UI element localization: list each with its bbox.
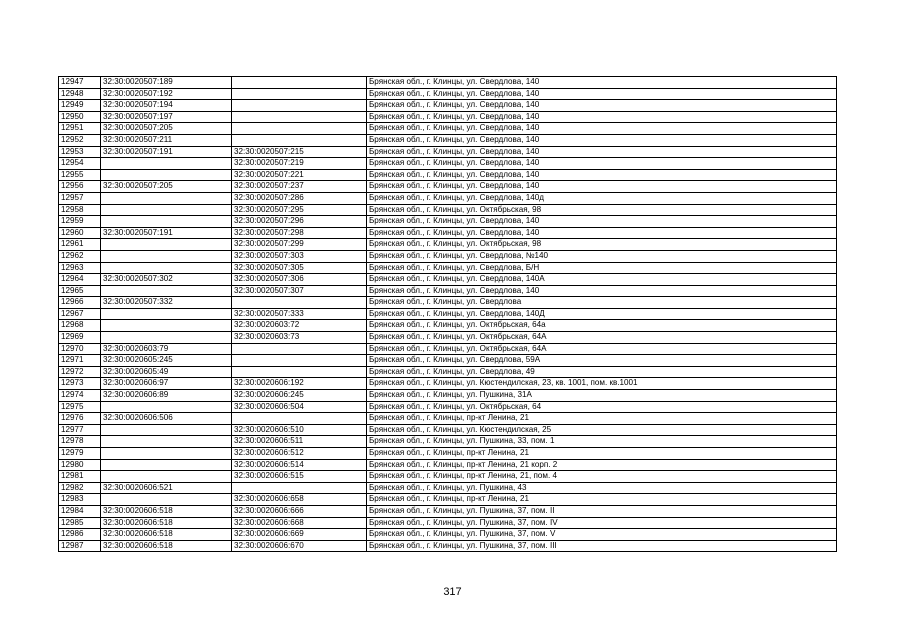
row-number-cell: 12959 — [59, 216, 101, 228]
address-cell: Брянская обл., г. Клинцы, пр-кт Ленина, 21, пом. 4 — [367, 471, 837, 483]
row-number-cell: 12951 — [59, 123, 101, 135]
row-number-cell: 12950 — [59, 111, 101, 123]
property-register-table — [58, 76, 837, 552]
table-row — [59, 355, 837, 367]
row-number-cell: 12968 — [59, 320, 101, 332]
address-cell: Брянская обл., г. Клинцы, ул. Свердлова, 140д — [367, 192, 837, 204]
cadastral-number-cell: 32:30:0020507:192 — [101, 88, 232, 100]
object-cadastral-number-cell: 32:30:0020507:298 — [232, 227, 367, 239]
address-cell: Брянская обл., г. Клинцы, ул. Пушкина, 43 — [367, 482, 837, 494]
row-number-cell: 12963 — [59, 262, 101, 274]
object-cadastral-number-cell — [232, 123, 367, 135]
address-cell: Брянская обл., г. Клинцы, ул. Кюстендилская, 23, кв. 1001, пом. кв.1001 — [367, 378, 837, 390]
object-cadastral-number-cell: 32:30:0020603:73 — [232, 332, 367, 344]
table-row — [59, 77, 837, 89]
row-number-cell: 12947 — [59, 77, 101, 89]
cadastral-number-cell: 32:30:0020606:518 — [101, 529, 232, 541]
row-number-cell: 12958 — [59, 204, 101, 216]
object-cadastral-number-cell: 32:30:0020606:512 — [232, 448, 367, 460]
row-number-cell: 12969 — [59, 332, 101, 344]
row-number-cell: 12964 — [59, 274, 101, 286]
address-cell: Брянская обл., г. Клинцы, ул. Пушкина, 37, пом. IV — [367, 517, 837, 529]
object-cadastral-number-cell: 32:30:0020606:511 — [232, 436, 367, 448]
cadastral-number-cell — [101, 471, 232, 483]
row-number-cell: 12948 — [59, 88, 101, 100]
cadastral-number-cell — [101, 239, 232, 251]
row-number-cell: 12981 — [59, 471, 101, 483]
table-row — [59, 146, 837, 158]
table-row — [59, 204, 837, 216]
object-cadastral-number-cell — [232, 297, 367, 309]
table-row — [59, 181, 837, 193]
object-cadastral-number-cell: 32:30:0020507:299 — [232, 239, 367, 251]
cadastral-number-cell: 32:30:0020507:191 — [101, 146, 232, 158]
address-cell: Брянская обл., г. Клинцы, ул. Пушкина, 37, пом. III — [367, 540, 837, 552]
table-row — [59, 424, 837, 436]
object-cadastral-number-cell: 32:30:0020507:295 — [232, 204, 367, 216]
cadastral-number-cell — [101, 424, 232, 436]
address-cell: Брянская обл., г. Клинцы, ул. Октябрьская, 64А — [367, 332, 837, 344]
table-row — [59, 169, 837, 181]
address-cell: Брянская обл., г. Клинцы, ул. Свердлова, 140 — [367, 227, 837, 239]
object-cadastral-number-cell: 32:30:0020507:221 — [232, 169, 367, 181]
object-cadastral-number-cell — [232, 355, 367, 367]
object-cadastral-number-cell — [232, 413, 367, 425]
table-row — [59, 192, 837, 204]
table-row — [59, 401, 837, 413]
address-cell: Брянская обл., г. Клинцы, ул. Свердлова, 140 — [367, 285, 837, 297]
table-row — [59, 540, 837, 552]
row-number-cell: 12985 — [59, 517, 101, 529]
table-row — [59, 413, 837, 425]
address-cell: Брянская обл., г. Клинцы, ул. Октябрьская, 64А — [367, 343, 837, 355]
table-row — [59, 529, 837, 541]
table-row — [59, 239, 837, 251]
row-number-cell: 12987 — [59, 540, 101, 552]
table-row — [59, 158, 837, 170]
object-cadastral-number-cell: 32:30:0020606:245 — [232, 390, 367, 402]
cadastral-number-cell: 32:30:0020606:506 — [101, 413, 232, 425]
address-cell: Брянская обл., г. Клинцы, ул. Пушкина, 33, пом. 1 — [367, 436, 837, 448]
object-cadastral-number-cell: 32:30:0020606:668 — [232, 517, 367, 529]
row-number-cell: 12978 — [59, 436, 101, 448]
object-cadastral-number-cell — [232, 134, 367, 146]
object-cadastral-number-cell: 32:30:0020507:296 — [232, 216, 367, 228]
address-cell: Брянская обл., г. Клинцы, ул. Пушкина, 37, пом. II — [367, 505, 837, 517]
table-row — [59, 88, 837, 100]
table-row — [59, 285, 837, 297]
cadastral-number-cell — [101, 459, 232, 471]
row-number-cell: 12957 — [59, 192, 101, 204]
address-cell: Брянская обл., г. Клинцы, ул. Кюстендилская, 25 — [367, 424, 837, 436]
object-cadastral-number-cell: 32:30:0020507:306 — [232, 274, 367, 286]
cadastral-number-cell: 32:30:0020507:211 — [101, 134, 232, 146]
table-row — [59, 320, 837, 332]
row-number-cell: 12980 — [59, 459, 101, 471]
address-cell: Брянская обл., г. Клинцы, ул. Свердлова, 140А — [367, 274, 837, 286]
row-number-cell: 12970 — [59, 343, 101, 355]
object-cadastral-number-cell: 32:30:0020507:286 — [232, 192, 367, 204]
object-cadastral-number-cell: 32:30:0020606:514 — [232, 459, 367, 471]
object-cadastral-number-cell: 32:30:0020606:510 — [232, 424, 367, 436]
object-cadastral-number-cell: 32:30:0020606:504 — [232, 401, 367, 413]
object-cadastral-number-cell — [232, 100, 367, 112]
row-number-cell: 12982 — [59, 482, 101, 494]
object-cadastral-number-cell: 32:30:0020606:515 — [232, 471, 367, 483]
row-number-cell: 12949 — [59, 100, 101, 112]
cadastral-number-cell — [101, 308, 232, 320]
address-cell: Брянская обл., г. Клинцы, ул. Свердлова, 140 — [367, 158, 837, 170]
table-row — [59, 262, 837, 274]
row-number-cell: 12976 — [59, 413, 101, 425]
cadastral-number-cell — [101, 494, 232, 506]
cadastral-number-cell — [101, 320, 232, 332]
address-cell: Брянская обл., г. Клинцы, ул. Свердлова, 140 — [367, 134, 837, 146]
object-cadastral-number-cell: 32:30:0020603:72 — [232, 320, 367, 332]
cadastral-number-cell: 32:30:0020606:89 — [101, 390, 232, 402]
address-cell: Брянская обл., г. Клинцы, пр-кт Ленина, 21 — [367, 494, 837, 506]
table-row — [59, 482, 837, 494]
table-row — [59, 216, 837, 228]
address-cell: Брянская обл., г. Клинцы, ул. Свердлова — [367, 297, 837, 309]
cadastral-number-cell — [101, 436, 232, 448]
address-cell: Брянская обл., г. Клинцы, ул. Октябрьская, 64а — [367, 320, 837, 332]
address-cell: Брянская обл., г. Клинцы, ул. Пушкина, 37, пом. V — [367, 529, 837, 541]
address-cell: Брянская обл., г. Клинцы, ул. Октябрьская, 98 — [367, 239, 837, 251]
cadastral-number-cell: 32:30:0020606:518 — [101, 517, 232, 529]
row-number-cell: 12956 — [59, 181, 101, 193]
cadastral-number-cell: 32:30:0020507:205 — [101, 123, 232, 135]
address-cell: Брянская обл., г. Клинцы, ул. Свердлова, 140 — [367, 169, 837, 181]
address-cell: Брянская обл., г. Клинцы, ул. Октябрьская, 98 — [367, 204, 837, 216]
row-number-cell: 12974 — [59, 390, 101, 402]
row-number-cell: 12971 — [59, 355, 101, 367]
cadastral-number-cell — [101, 204, 232, 216]
address-cell: Брянская обл., г. Клинцы, ул. Свердлова, №140 — [367, 250, 837, 262]
table-body — [59, 77, 837, 552]
cadastral-number-cell — [101, 332, 232, 344]
cadastral-number-cell: 32:30:0020507:197 — [101, 111, 232, 123]
table-row — [59, 100, 837, 112]
object-cadastral-number-cell: 32:30:0020507:305 — [232, 262, 367, 274]
table-row — [59, 459, 837, 471]
cadastral-number-cell: 32:30:0020507:191 — [101, 227, 232, 239]
table-row — [59, 471, 837, 483]
cadastral-number-cell — [101, 192, 232, 204]
cadastral-number-cell — [101, 262, 232, 274]
table-row — [59, 123, 837, 135]
address-cell: Брянская обл., г. Клинцы, ул. Пушкина, 31А — [367, 390, 837, 402]
table-row — [59, 390, 837, 402]
row-number-cell: 12962 — [59, 250, 101, 262]
table-row — [59, 378, 837, 390]
address-cell: Брянская обл., г. Клинцы, ул. Свердлова, 140 — [367, 216, 837, 228]
cadastral-number-cell — [101, 401, 232, 413]
address-cell: Брянская обл., г. Клинцы, пр-кт Ленина, 21 — [367, 448, 837, 460]
table-row — [59, 436, 837, 448]
cadastral-number-cell — [101, 250, 232, 262]
table-row — [59, 517, 837, 529]
object-cadastral-number-cell — [232, 343, 367, 355]
row-number-cell: 12979 — [59, 448, 101, 460]
table-row — [59, 297, 837, 309]
object-cadastral-number-cell: 32:30:0020606:192 — [232, 378, 367, 390]
row-number-cell: 12986 — [59, 529, 101, 541]
cadastral-number-cell: 32:30:0020603:79 — [101, 343, 232, 355]
row-number-cell: 12952 — [59, 134, 101, 146]
cadastral-number-cell: 32:30:0020606:97 — [101, 378, 232, 390]
object-cadastral-number-cell: 32:30:0020606:666 — [232, 505, 367, 517]
object-cadastral-number-cell: 32:30:0020606:670 — [232, 540, 367, 552]
table-row — [59, 134, 837, 146]
cadastral-number-cell: 32:30:0020507:189 — [101, 77, 232, 89]
table-row — [59, 227, 837, 239]
address-cell: Брянская обл., г. Клинцы, ул. Свердлова, 140 — [367, 146, 837, 158]
address-cell: Брянская обл., г. Клинцы, ул. Свердлова, 140 — [367, 181, 837, 193]
cadastral-number-cell — [101, 169, 232, 181]
address-cell: Брянская обл., г. Клинцы, ул. Свердлова, 49 — [367, 366, 837, 378]
object-cadastral-number-cell: 32:30:0020606:669 — [232, 529, 367, 541]
page-number: 317 — [443, 586, 462, 598]
table-row — [59, 505, 837, 517]
row-number-cell: 12961 — [59, 239, 101, 251]
row-number-cell: 12973 — [59, 378, 101, 390]
object-cadastral-number-cell — [232, 88, 367, 100]
address-cell: Брянская обл., г. Клинцы, пр-кт Ленина, 21 — [367, 413, 837, 425]
object-cadastral-number-cell: 32:30:0020606:658 — [232, 494, 367, 506]
address-cell: Брянская обл., г. Клинцы, пр-кт Ленина, 21 корп. 2 — [367, 459, 837, 471]
table-row — [59, 366, 837, 378]
address-cell: Брянская обл., г. Клинцы, ул. Свердлова, 140 — [367, 88, 837, 100]
table-row — [59, 111, 837, 123]
cadastral-number-cell: 32:30:0020507:194 — [101, 100, 232, 112]
row-number-cell: 12954 — [59, 158, 101, 170]
table-row — [59, 250, 837, 262]
row-number-cell: 12955 — [59, 169, 101, 181]
address-cell: Брянская обл., г. Клинцы, ул. Свердлова, 140Д — [367, 308, 837, 320]
cadastral-number-cell — [101, 285, 232, 297]
row-number-cell: 12960 — [59, 227, 101, 239]
row-number-cell: 12965 — [59, 285, 101, 297]
address-cell: Брянская обл., г. Клинцы, ул. Свердлова, 140 — [367, 77, 837, 89]
cadastral-number-cell: 32:30:0020606:518 — [101, 540, 232, 552]
cadastral-number-cell: 32:30:0020606:518 — [101, 505, 232, 517]
table-row — [59, 343, 837, 355]
object-cadastral-number-cell: 32:30:0020507:215 — [232, 146, 367, 158]
row-number-cell: 12975 — [59, 401, 101, 413]
object-cadastral-number-cell: 32:30:0020507:307 — [232, 285, 367, 297]
cadastral-number-cell — [101, 158, 232, 170]
address-cell: Брянская обл., г. Клинцы, ул. Свердлова, 140 — [367, 100, 837, 112]
row-number-cell: 12972 — [59, 366, 101, 378]
cadastral-number-cell — [101, 448, 232, 460]
object-cadastral-number-cell: 32:30:0020507:219 — [232, 158, 367, 170]
cadastral-number-cell: 32:30:0020507:332 — [101, 297, 232, 309]
object-cadastral-number-cell — [232, 77, 367, 89]
table-row — [59, 332, 837, 344]
object-cadastral-number-cell — [232, 482, 367, 494]
table-row — [59, 308, 837, 320]
row-number-cell: 12966 — [59, 297, 101, 309]
row-number-cell: 12983 — [59, 494, 101, 506]
address-cell: Брянская обл., г. Клинцы, ул. Свердлова, 140 — [367, 123, 837, 135]
table-row — [59, 448, 837, 460]
cadastral-number-cell: 32:30:0020507:205 — [101, 181, 232, 193]
address-cell: Брянская обл., г. Клинцы, ул. Октябрьская, 64 — [367, 401, 837, 413]
object-cadastral-number-cell — [232, 366, 367, 378]
row-number-cell: 12953 — [59, 146, 101, 158]
cadastral-number-cell — [101, 216, 232, 228]
address-cell: Брянская обл., г. Клинцы, ул. Свердлова, 140 — [367, 111, 837, 123]
object-cadastral-number-cell: 32:30:0020507:333 — [232, 308, 367, 320]
table-row — [59, 494, 837, 506]
cadastral-number-cell: 32:30:0020605:49 — [101, 366, 232, 378]
object-cadastral-number-cell: 32:30:0020507:303 — [232, 250, 367, 262]
row-number-cell: 12967 — [59, 308, 101, 320]
row-number-cell: 12977 — [59, 424, 101, 436]
object-cadastral-number-cell: 32:30:0020507:237 — [232, 181, 367, 193]
address-cell: Брянская обл., г. Клинцы, ул. Свердлова, 59А — [367, 355, 837, 367]
cadastral-number-cell: 32:30:0020507:302 — [101, 274, 232, 286]
cadastral-number-cell: 32:30:0020606:521 — [101, 482, 232, 494]
table-row — [59, 274, 837, 286]
cadastral-number-cell: 32:30:0020605:245 — [101, 355, 232, 367]
address-cell: Брянская обл., г. Клинцы, ул. Свердлова, Б/Н — [367, 262, 837, 274]
object-cadastral-number-cell — [232, 111, 367, 123]
row-number-cell: 12984 — [59, 505, 101, 517]
